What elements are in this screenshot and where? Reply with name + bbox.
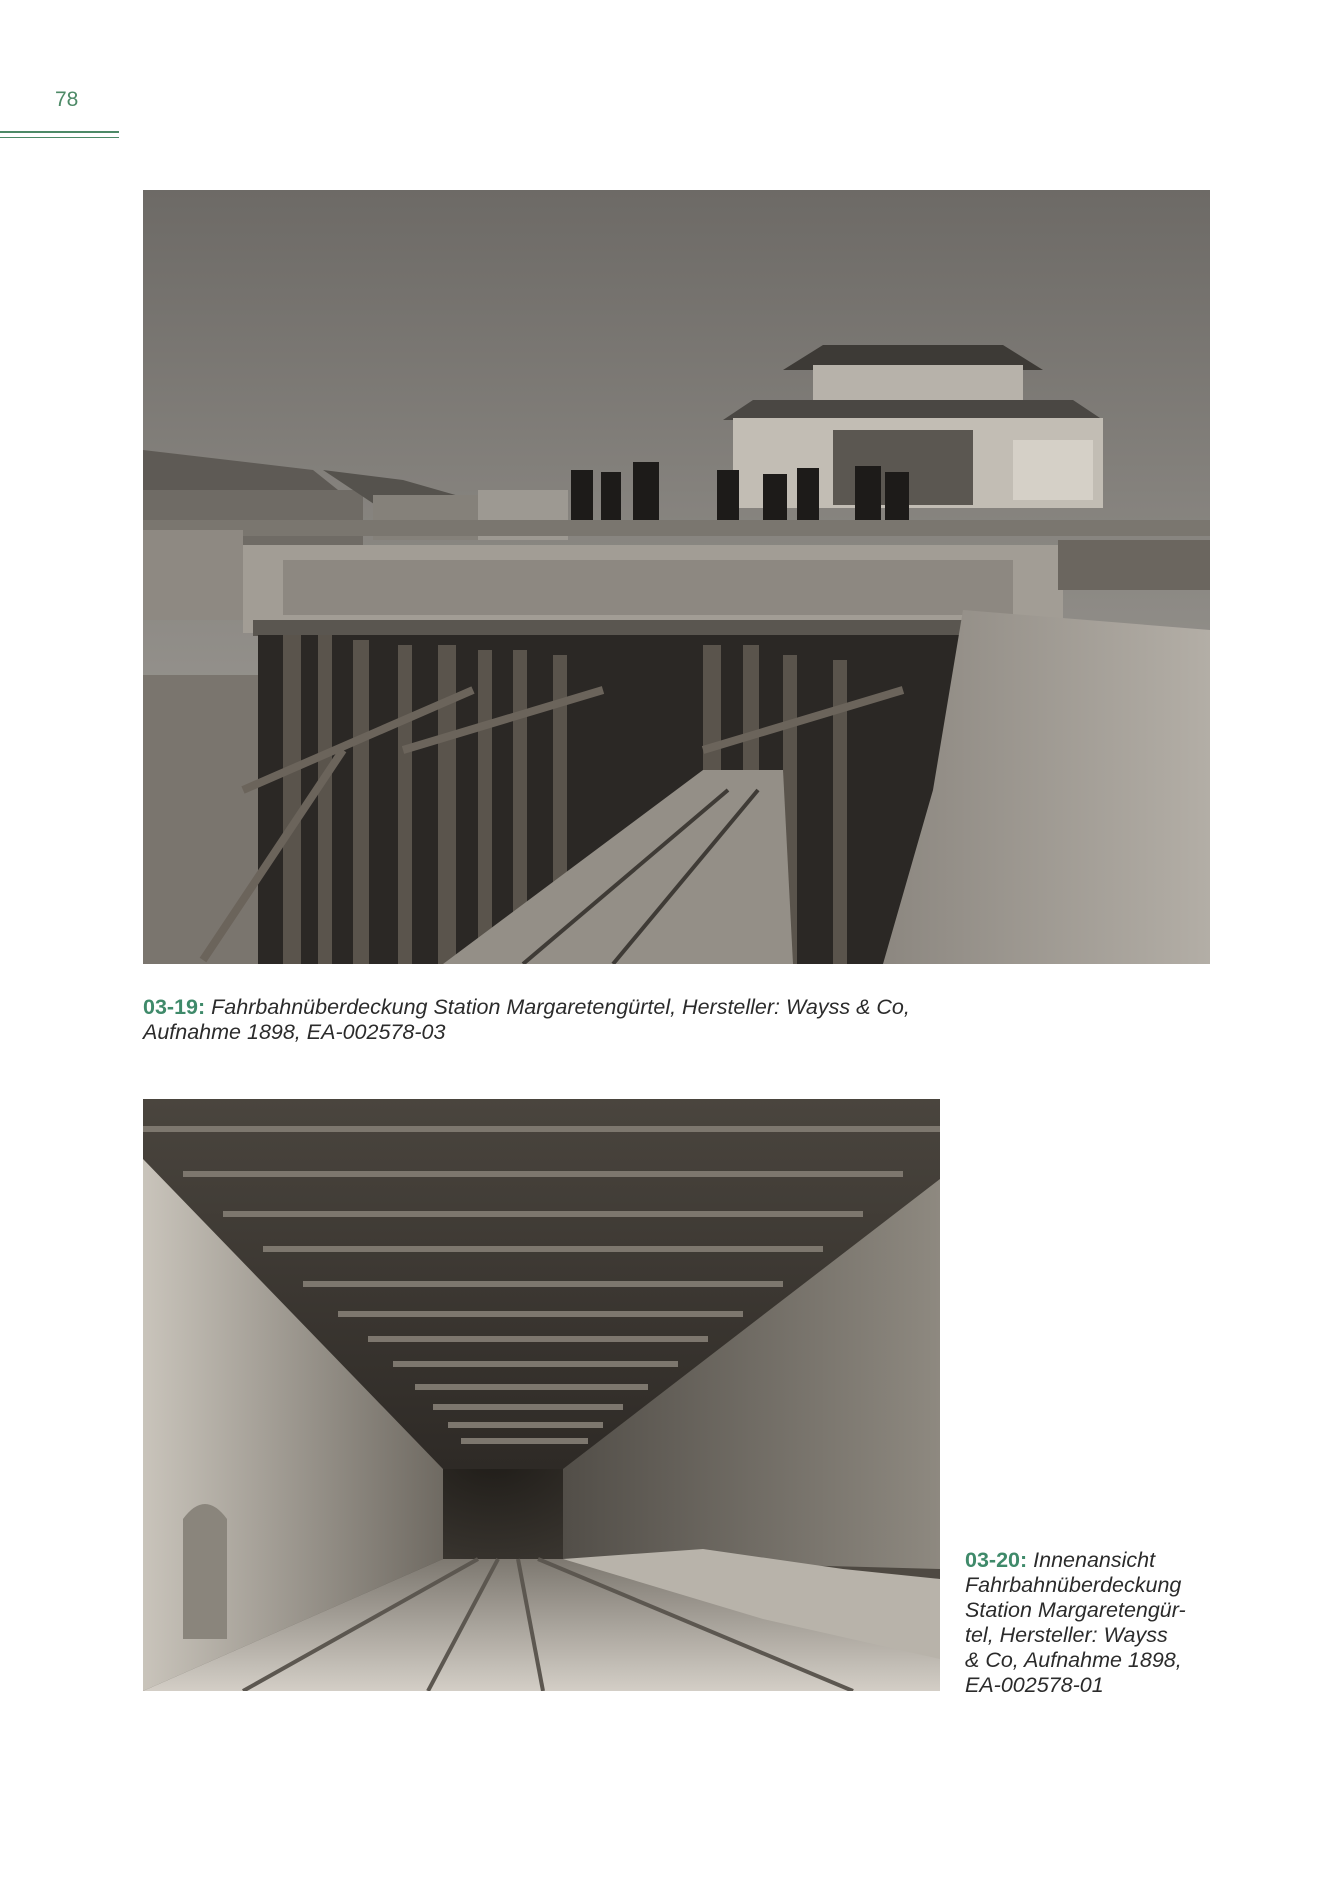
caption-line: tel, Hersteller: Wayss	[965, 1623, 1168, 1647]
caption-line: Fahrbahnüberdeckung	[965, 1573, 1182, 1597]
caption-line: Station Margaretengür-	[965, 1598, 1186, 1622]
caption-line: Aufnahme 1898, EA-002578-03	[143, 1020, 446, 1044]
caption-figure-03-19	[143, 995, 1143, 1045]
page-number: 78	[55, 88, 79, 111]
header-rule-thick	[0, 131, 119, 133]
caption-text: Innenansicht	[1033, 1548, 1156, 1572]
header-rule-thin	[0, 137, 119, 138]
caption-line: & Co, Aufnahme 1898,	[965, 1648, 1182, 1672]
photo-station-construction	[143, 190, 1210, 964]
photo-tunnel-interior	[143, 1099, 940, 1691]
figure-number: 03-19:	[143, 995, 206, 1019]
caption-text: Fahrbahnüberdeckung Station Margaretengürtel, Hersteller: Wayss & Co,	[211, 995, 910, 1019]
caption-figure-03-20	[965, 1548, 1215, 1698]
caption-line: EA-002578-01	[965, 1673, 1104, 1697]
figure-number: 03-20:	[965, 1548, 1028, 1572]
caption-line	[143, 995, 1143, 1020]
caption-line	[965, 1548, 1215, 1573]
